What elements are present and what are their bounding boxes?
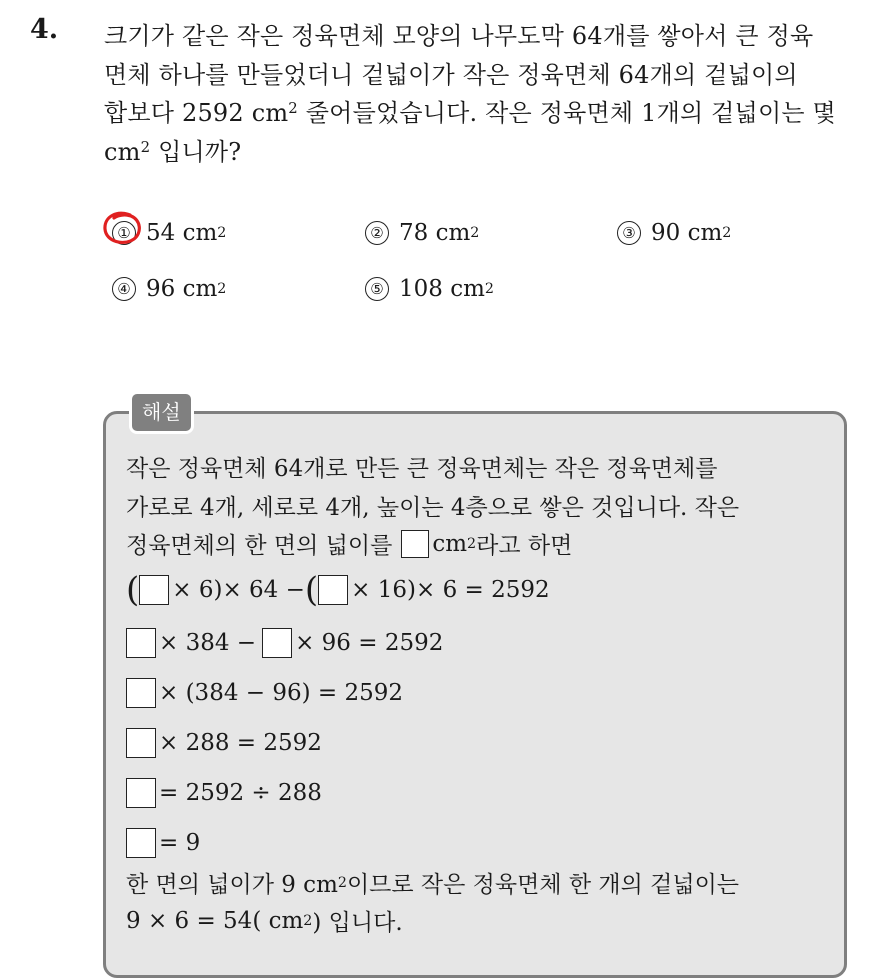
- conclusion-line-2: 9 × 6 = 54( cm 2 ) 입니다.: [126, 907, 403, 936]
- blank-box: [126, 678, 156, 708]
- choice-2-number: ②: [365, 221, 389, 245]
- explanation-tag: 해설: [129, 391, 194, 434]
- choice-4-number: ④: [112, 277, 136, 301]
- blank-box: [126, 628, 156, 658]
- choice-1-number: ①: [112, 221, 136, 245]
- choice-3-value: 90 cm: [651, 220, 723, 246]
- blank-box: [262, 628, 292, 658]
- conclusion-line-1: 한 면의 넓이가 9 cm 2 이므로 작은 정육면체 한 개의 겉넓이는: [126, 872, 740, 898]
- choice-5-number: ⑤: [365, 277, 389, 301]
- equation-6: = 9: [126, 828, 200, 858]
- explanation-line-2: 가로로 4개, 세로로 4개, 높이는 4층으로 쌓은 것입니다. 작은: [126, 495, 740, 521]
- choice-2[interactable]: ② 78 cm 2: [365, 220, 479, 246]
- blank-box: [126, 728, 156, 758]
- choice-1-value: 54 cm: [146, 220, 218, 246]
- equation-4: × 288 = 2592: [126, 728, 322, 758]
- equation-5: = 2592 ÷ 288: [126, 778, 322, 808]
- question-line-4: $cm^2$ 입니까?: [104, 137, 242, 166]
- blank-box: [126, 828, 156, 858]
- question-line-1: 크기가 같은 작은 정육면체 모양의 나무도막 64개를 쌓아서 큰 정육: [104, 22, 814, 50]
- blank-box: [139, 575, 169, 605]
- equation-1: ( × 6) × 64 − ( × 16) × 6 = 2592: [126, 570, 550, 610]
- choice-4[interactable]: ④ 96 cm 2: [112, 276, 226, 302]
- choice-3[interactable]: ③ 90 cm 2: [617, 220, 731, 246]
- choice-2-value: 78 cm: [399, 220, 471, 246]
- question-number: 4.: [30, 14, 59, 45]
- question-line-2: 면체 하나를 만들었더니 겉넓이가 작은 정육면체 64개의 겉넓이의: [104, 61, 798, 89]
- blank-box: [318, 575, 348, 605]
- explanation-line-3: 정육면체의 한 면의 넓이를 cm 2 라고 하면: [126, 530, 573, 559]
- choice-5-value: 108 cm: [399, 276, 485, 302]
- choice-4-value: 96 cm: [146, 276, 218, 302]
- choice-3-number: ③: [617, 221, 641, 245]
- choice-5[interactable]: ⑤ 108 cm 2: [365, 276, 494, 302]
- equation-3: × (384 − 96) = 2592: [126, 678, 403, 708]
- explanation-line-1: 작은 정육면체 64개로 만든 큰 정육면체는 작은 정육면체를: [126, 456, 718, 482]
- choice-1[interactable]: ① 54 cm 2: [112, 220, 226, 246]
- question-line-3: 합보다 2592 $cm^2$ 줄어들었습니다. 작은 정육면체 1개의 겉넓이는 몇: [104, 98, 836, 127]
- blank-box: [126, 778, 156, 808]
- blank-box: [401, 530, 429, 558]
- equation-2: × 384 − × 96 = 2592: [126, 628, 443, 658]
